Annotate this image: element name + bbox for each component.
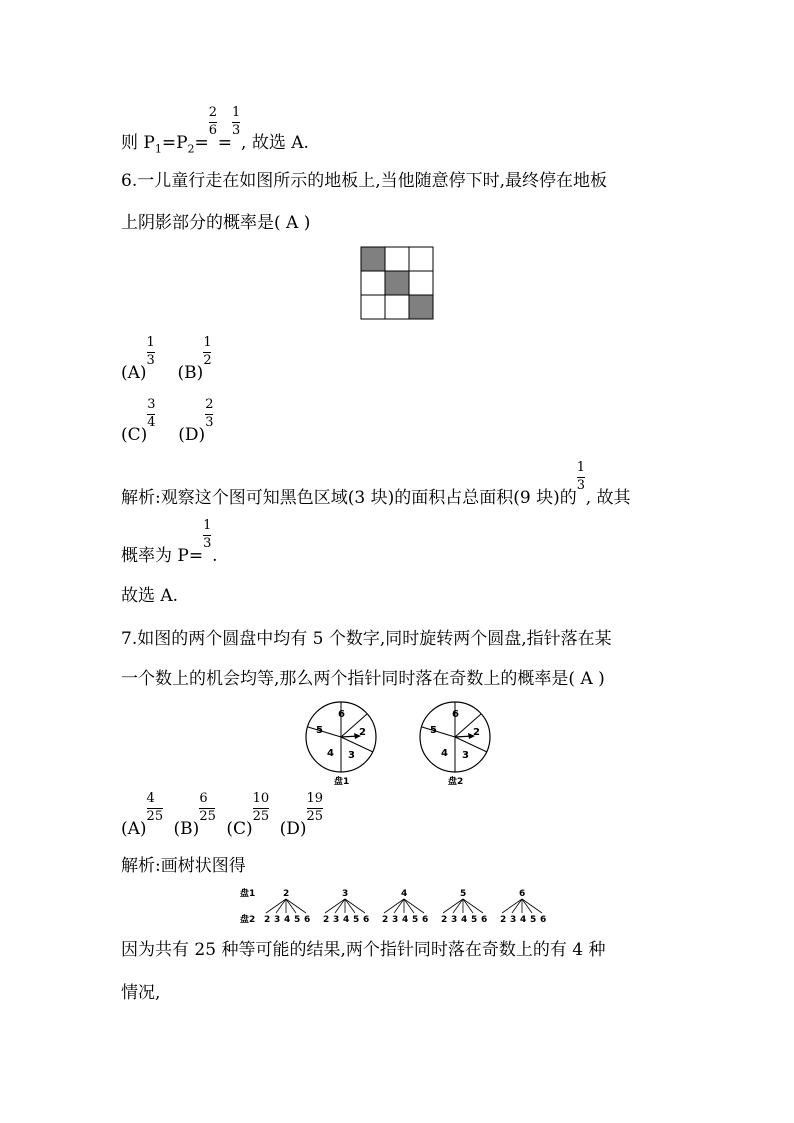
tree-branch [404,899,414,913]
option-a[interactable]: (A) $\frac{4}{25}$ [121,791,164,839]
disk2-num-5: 5 [430,725,437,736]
tree-branch [276,899,286,913]
tree-child-node: 5 [294,915,301,925]
blank-cell [409,247,433,271]
tree-child-node: 4 [284,915,291,925]
tree-child-node: 5 [353,915,360,925]
disk1-num-5: 5 [316,725,323,736]
blank-cell [361,295,385,319]
option-c[interactable]: (C) $\frac{10}{25}$ [226,791,270,839]
tree-branch [266,899,286,913]
q6-stem-line1: 6.一儿童行走在如图所示的地板上,当他随意停下时,最终停在地板 [121,171,608,191]
q6-analysis-line1: 解析:观察这个图可知黑色区域(3 块)的面积占总面积(9 块)的 $\frac{1}{3}$ , 故其 [121,460,631,508]
tree-child-node: 5 [412,915,419,925]
text: =P [161,133,188,153]
q7-stem-line2: 一个数上的机会均等,那么两个指针同时落在奇数上的概率是( A ) [121,669,605,689]
tree-branch [404,899,424,913]
tree-branch [325,899,345,913]
tree-branch [345,899,355,913]
tree-child-node: 5 [471,915,478,925]
q7-options [121,791,334,839]
tree-child-node: 2 [264,915,271,925]
text: 则 P [121,133,155,153]
fraction: $\frac{1}{3}$ [232,105,241,138]
q6-options-row1 [121,335,234,383]
shaded-cell [361,247,385,271]
tree-child-node: 6 [481,915,488,925]
blank-cell [361,271,385,295]
q6-analysis-line2: 概率为 P= $\frac{1}{3}$ . [121,518,218,566]
text: = [217,133,233,153]
tree-branch [443,899,463,913]
tree-parent-node: 6 [519,889,526,899]
tree-child-node: 5 [530,915,537,925]
disk-2 [420,702,490,787]
disk2-num-4: 4 [441,748,448,759]
blank-cell [385,247,409,271]
disk1-num-3: 3 [348,750,355,761]
tree-row1-label: 盘1 [240,889,256,899]
q6-options-row2 [121,397,236,445]
option-b[interactable]: (B) $\frac{1}{2}$ [177,335,212,383]
tree-diagram [238,884,568,926]
option-b[interactable]: (B) $\frac{6}{25}$ [173,791,216,839]
tree-child-node: 3 [510,915,517,925]
subscript: 2 [187,142,195,156]
q6-conclusion: 故选 A. [121,586,179,606]
tree-child-node: 2 [382,915,389,925]
answer-line [121,105,309,159]
tree-parent-node: 4 [401,889,408,899]
tree-parent-node: 2 [283,889,290,899]
q7-stem-line1: 7.如图的两个圆盘中均有 5 个数字,同时旋转两个圆盘,指针落在某 [121,629,612,649]
tree-child-node: 2 [441,915,448,925]
option-a[interactable]: (A) $\frac{1}{3}$ [121,335,155,383]
tree-branch [512,899,522,913]
tree-branch [502,899,522,913]
spinner-disks [303,700,533,790]
tree-branch [522,899,542,913]
tree-child-node: 4 [402,915,409,925]
tree-child-node: 6 [304,915,311,925]
option-c[interactable]: (C) $\frac{3}{4}$ [121,397,156,445]
tree-child-node: 3 [274,915,281,925]
tree-child-node: 2 [323,915,330,925]
fraction: $\frac{2}{6}$ [208,105,218,138]
tree-child-node: 4 [520,915,527,925]
tree-child-node: 4 [343,915,350,925]
q7-analysis-title: 解析:画树状图得 [121,856,246,876]
tree-child-node: 3 [451,915,458,925]
blank-cell [385,295,409,319]
disk1-num-2: 2 [359,727,366,738]
disk2-num-3: 3 [462,750,469,761]
text: , 故选 A. [241,133,309,153]
disk1-caption: 盘1 [334,777,350,787]
floor-grid [360,246,434,320]
tree-branch [463,899,473,913]
q6-stem-line2: 上阴影部分的概率是( A ) [121,213,311,233]
disk2-num-2: 2 [473,727,480,738]
disk1-num-6: 6 [338,709,345,720]
shaded-cell [385,271,409,295]
tree-row2-label: 盘2 [240,915,256,925]
tree-branch [453,899,463,913]
tree-child-node: 6 [422,915,429,925]
shaded-cell [409,295,433,319]
tree-branch [286,899,306,913]
disk-1 [306,702,376,787]
tree-branch [286,899,296,913]
tree-branch [522,899,532,913]
text: = [194,133,209,153]
tree-branch [384,899,404,913]
tree-child-node: 6 [540,915,547,925]
tree-branch [345,899,365,913]
disk2-caption: 盘2 [448,777,464,787]
tree-child-node: 6 [363,915,370,925]
blank-cell [409,271,433,295]
tree-branch [463,899,483,913]
option-d[interactable]: (D) $\frac{19}{25}$ [279,791,324,839]
q7-result-line2: 情况, [121,983,161,1003]
tree-child-node: 2 [500,915,507,925]
tree-parent-node: 3 [342,889,349,899]
subscript: 1 [154,142,162,156]
tree-child-node: 4 [461,915,468,925]
q7-result-line1: 因为共有 25 种等可能的结果,两个指针同时落在奇数上的有 4 种 [121,940,606,960]
tree-child-node: 3 [333,915,340,925]
tree-branch [335,899,345,913]
tree-branch [394,899,404,913]
tree-parent-node: 5 [460,889,467,899]
disk2-num-6: 6 [452,709,459,720]
tree-child-node: 3 [392,915,399,925]
option-d[interactable]: (D) $\frac{2}{3}$ [178,397,214,445]
disk1-num-4: 4 [327,748,334,759]
